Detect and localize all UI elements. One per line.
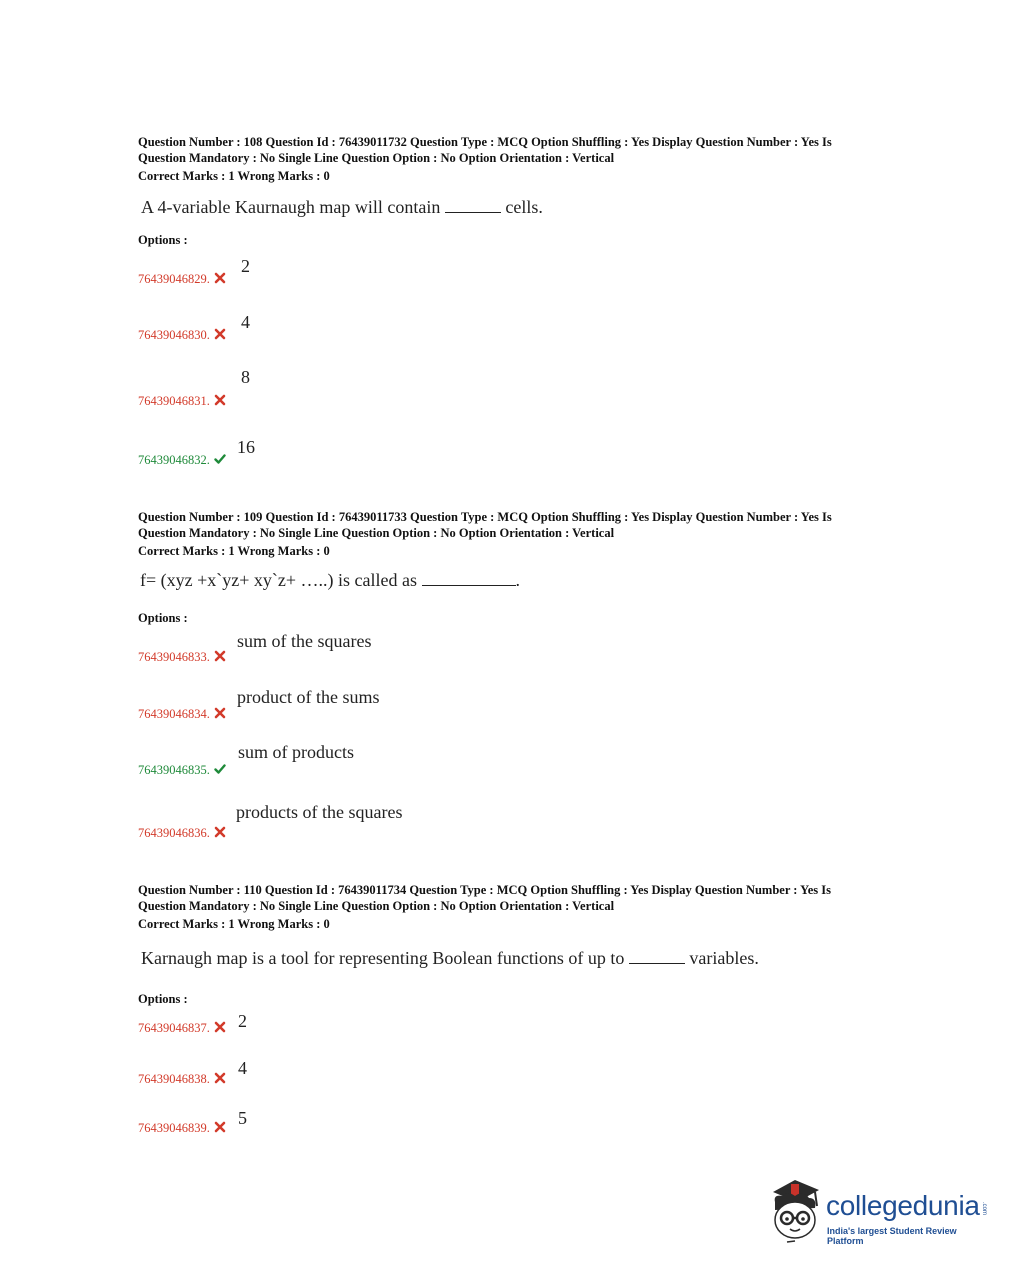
- question-text-after: cells.: [505, 197, 543, 217]
- answer-blank: [422, 571, 516, 586]
- meta-line-1: Question Number : 109 Question Id : 76439011733 Question Type : MCQ Option Shuffling : Yes Display Question Number : Yes Is: [138, 510, 832, 524]
- checkmark-icon: [214, 763, 226, 775]
- option-id: 76439046837.: [138, 1021, 226, 1036]
- question-108-marks: Correct Marks : 1 Wrong Marks : 0: [138, 169, 330, 183]
- option-id: 76439046835.: [138, 763, 226, 778]
- meta-line-2: Question Mandatory : No Single Line Question Option : No Option Orientation : Vertical: [138, 898, 615, 913]
- meta-line-2: Question Mandatory : No Single Line Question Option : No Option Orientation : Vertical: [138, 150, 615, 165]
- question-text-before: f= (xyz +x`yz+ xy`z+ …..) is called as: [140, 570, 418, 590]
- cross-icon: [214, 272, 226, 284]
- option-text: products of the squares: [236, 802, 403, 822]
- answer-blank: [445, 198, 501, 213]
- student-mascot-icon: [765, 1176, 825, 1246]
- question-110-marks: Correct Marks : 1 Wrong Marks : 0: [138, 917, 330, 931]
- option-id: 76439046839.: [138, 1121, 226, 1136]
- question-110-meta: [138, 883, 831, 914]
- option-id: 76439046834.: [138, 707, 226, 722]
- options-label: Options :: [138, 233, 188, 247]
- meta-line-2: Question Mandatory : No Single Line Question Option : No Option Orientation : Vertical: [138, 525, 615, 540]
- answer-blank: [629, 949, 685, 964]
- cross-icon: [214, 394, 226, 406]
- options-label: Options :: [138, 992, 188, 1006]
- question-109-meta: [138, 510, 832, 541]
- option-id: 76439046831.: [138, 394, 226, 409]
- option-id: 76439046833.: [138, 650, 226, 665]
- option-text: sum of the squares: [237, 631, 372, 651]
- checkmark-icon: [214, 453, 226, 465]
- collegedunia-logo: [765, 1176, 995, 1246]
- cross-icon: [214, 650, 226, 662]
- option-text: 16: [237, 437, 255, 457]
- cross-icon: [214, 707, 226, 719]
- option-id: 76439046829.: [138, 272, 226, 287]
- question-text-before: A 4-variable Kaurnaugh map will contain: [141, 197, 441, 217]
- meta-line-1: Question Number : 110 Question Id : 76439011734 Question Type : MCQ Option Shuffling : Yes Display Question Number : Yes Is: [138, 883, 832, 897]
- cross-icon: [214, 328, 226, 340]
- question-110-text: [141, 948, 759, 969]
- option-text: 2: [241, 256, 250, 276]
- meta-line-1: Question Number : 108 Question Id : 76439011732 Question Type : MCQ Option Shuffling : Yes Display Question Number : Yes Is: [138, 135, 832, 149]
- option-text: 4: [238, 1058, 247, 1078]
- brand-domain-suffix: .com: [981, 1202, 987, 1216]
- question-109-marks: Correct Marks : 1 Wrong Marks : 0: [138, 544, 330, 558]
- option-text: 2: [238, 1011, 247, 1031]
- option-text: 8: [241, 367, 250, 387]
- cross-icon: [214, 1121, 226, 1133]
- option-text: product of the sums: [237, 687, 380, 707]
- brand-name: collegedunia: [826, 1190, 980, 1221]
- option-text: 4: [241, 312, 250, 332]
- cross-icon: [214, 826, 226, 838]
- question-108-text: [141, 197, 543, 218]
- option-text: sum of products: [238, 742, 354, 762]
- options-label: Options :: [138, 611, 188, 625]
- brand-tagline: India's largest Student Review Platform: [827, 1226, 957, 1246]
- question-text-after: .: [515, 570, 521, 590]
- question-108-meta: [138, 135, 832, 166]
- option-text: 5: [238, 1108, 247, 1128]
- question-text-after: variables.: [689, 948, 759, 968]
- option-id: 76439046832.: [138, 453, 226, 468]
- cross-icon: [214, 1072, 226, 1084]
- cross-icon: [214, 1021, 226, 1033]
- option-id: 76439046838.: [138, 1072, 226, 1087]
- option-id: 76439046836.: [138, 826, 226, 841]
- question-text-before: Karnaugh map is a tool for representing Boolean functions of up to: [141, 948, 625, 968]
- question-109-text: [140, 570, 520, 591]
- option-id: 76439046830.: [138, 328, 226, 343]
